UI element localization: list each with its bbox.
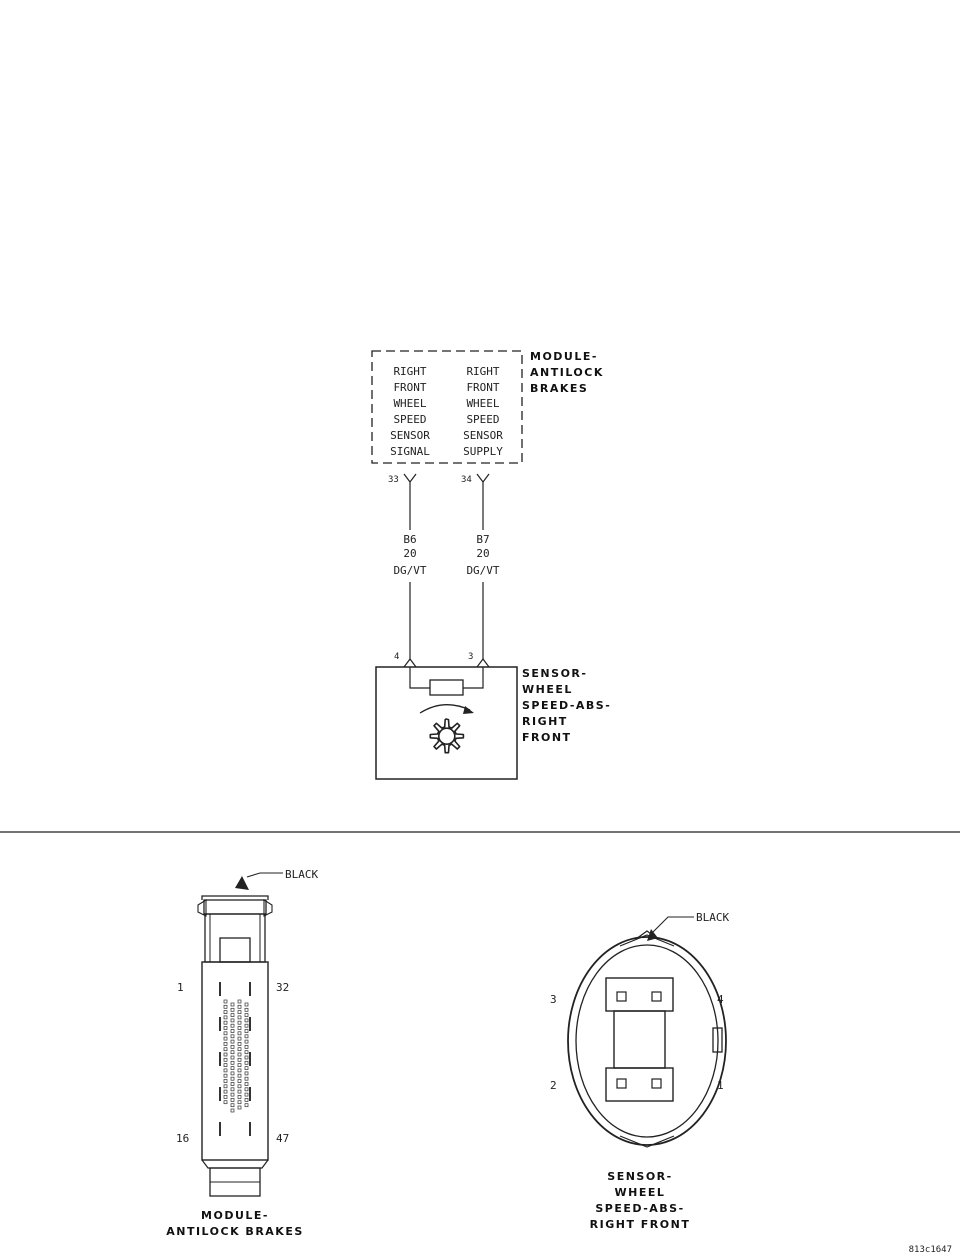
wire-b7-color: DG/VT — [466, 564, 500, 577]
connector-cavity — [224, 1016, 227, 1019]
sensor-pin-3-label: 3 — [468, 652, 474, 662]
connector-cavity — [231, 1014, 234, 1017]
connector-slot — [219, 1052, 221, 1066]
connector-cavity — [238, 1037, 241, 1040]
connector-cavity — [224, 1027, 227, 1030]
wire-b6-circuit: B6 — [403, 533, 417, 546]
sensor-title — [522, 667, 611, 744]
sensor-connector-title — [590, 1170, 691, 1231]
connector-cavity — [245, 1040, 248, 1043]
sensor-cavity-3 — [617, 992, 626, 1001]
connector-cavity — [224, 1095, 227, 1098]
sensor-title-5: FRONT — [522, 731, 572, 744]
connector-cavity — [238, 1069, 241, 1072]
connector-cavity — [245, 1051, 248, 1054]
connector-cavity — [231, 1061, 234, 1064]
connector-cavity — [231, 1024, 234, 1027]
sensor-title-4: RIGHT — [522, 715, 568, 728]
supply-line-6: SUPPLY — [463, 445, 503, 458]
connector-cavity — [224, 1058, 227, 1061]
sensor-connector — [568, 931, 726, 1147]
connector-cavity — [224, 1101, 227, 1104]
connector-slot — [219, 1087, 221, 1101]
abs-connector — [198, 896, 272, 1196]
module-signal-label — [390, 365, 430, 458]
connector-cavity — [231, 1040, 234, 1043]
connector-cavity — [238, 1016, 241, 1019]
sensor-pin-4-label: 4 — [394, 652, 400, 662]
module-title-1: MODULE- — [530, 350, 598, 363]
connector-cavity — [231, 1077, 234, 1080]
connector-cavity — [231, 1030, 234, 1033]
module-supply-label — [463, 365, 503, 458]
connector-cavity — [231, 1056, 234, 1059]
connector-cavity — [245, 1083, 248, 1086]
abs-pin-32-label: 32 — [276, 981, 290, 994]
sensor-cavity-1 — [652, 1079, 661, 1088]
signal-line-6: SIGNAL — [390, 445, 430, 458]
connector-cavity — [224, 1064, 227, 1067]
connector-cavity — [238, 1000, 241, 1003]
connector-cavity — [224, 1085, 227, 1088]
connector-cavity — [245, 1072, 248, 1075]
wire-b7-label — [466, 533, 499, 577]
connector-cavity — [238, 1074, 241, 1077]
gear-icon — [430, 719, 463, 753]
connector-cavity — [245, 1093, 248, 1096]
connector-cavity — [238, 1090, 241, 1093]
abs-pin-1-label: 1 — [177, 981, 184, 994]
sensor-pin-1-side-label: 1 — [717, 1079, 724, 1092]
connector-cavity — [224, 1048, 227, 1051]
connector-cavity — [238, 1032, 241, 1035]
abs-connector-color: BLACK — [285, 868, 319, 881]
abs-connector-title-2: ANTILOCK BRAKES — [166, 1225, 304, 1238]
signal-line-3: WHEEL — [393, 397, 427, 410]
sensor-pin-2-side-label: 2 — [550, 1079, 557, 1092]
sensor-connector-title-1: SENSOR- — [607, 1170, 673, 1183]
sensor-connector-title-4: RIGHT FRONT — [589, 1218, 691, 1231]
connector-cavity — [245, 1019, 248, 1022]
supply-line-2: FRONT — [466, 381, 500, 394]
sensor-connector-title-3: SPEED-ABS- — [595, 1202, 685, 1215]
sensor-title-2: WHEEL — [522, 683, 573, 696]
supply-line-5: SENSOR — [463, 429, 503, 442]
connector-cavity — [238, 1080, 241, 1083]
wire-b7-gauge: 20 — [476, 547, 490, 560]
sensor-resistor — [430, 680, 463, 695]
connector-cavity — [224, 1042, 227, 1045]
sensor-connector-color: BLACK — [696, 911, 730, 924]
connector-slot — [249, 1087, 251, 1101]
abs-color-leader — [247, 873, 283, 877]
rotation-arrow — [420, 705, 470, 713]
supply-line-4: SPEED — [466, 413, 500, 426]
supply-line-3: WHEEL — [466, 397, 500, 410]
connector-slot — [219, 982, 221, 996]
pin-33-label: 33 — [388, 475, 399, 485]
connector-cavity — [245, 1056, 248, 1059]
connector-cavity — [224, 1005, 227, 1008]
connector-cavity — [231, 1104, 234, 1107]
connector-cavity — [224, 1021, 227, 1024]
connector-cavity — [245, 1008, 248, 1011]
connector-cavity — [231, 1109, 234, 1112]
pin-34-terminal — [477, 474, 489, 482]
signal-line-5: SENSOR — [390, 429, 430, 442]
abs-color-arrow — [235, 876, 249, 890]
pin-33-terminal — [404, 474, 416, 482]
connector-cavity — [238, 1106, 241, 1109]
connector-cavity — [224, 1069, 227, 1072]
sensor-cavity-4 — [652, 992, 661, 1001]
connector-cavity — [245, 1030, 248, 1033]
connector-cavity — [231, 1083, 234, 1086]
connector-cavity — [245, 1035, 248, 1038]
module-title-3: BRAKES — [530, 382, 589, 395]
connector-cavity — [231, 1008, 234, 1011]
wire-b6-label — [393, 533, 426, 577]
connector-cavity — [231, 1093, 234, 1096]
connector-cavity — [231, 1035, 234, 1038]
abs-pin-16-label: 16 — [176, 1132, 190, 1145]
connector-cavity — [238, 1101, 241, 1104]
module-title — [530, 350, 604, 395]
sensor-title-3: SPEED-ABS- — [522, 699, 612, 712]
connector-cavity — [224, 1011, 227, 1014]
connector-cavity — [224, 1080, 227, 1083]
connector-cavity — [238, 1095, 241, 1098]
abs-connector-title — [166, 1209, 304, 1238]
connector-cavity — [245, 1098, 248, 1101]
sensor-pin-4-terminal — [404, 659, 416, 667]
signal-line-1: RIGHT — [393, 365, 427, 378]
signal-line-2: FRONT — [393, 381, 427, 394]
connector-cavity — [238, 1027, 241, 1030]
connector-cavity — [245, 1067, 248, 1070]
supply-line-1: RIGHT — [466, 365, 500, 378]
abs-pin-47-label: 47 — [276, 1132, 290, 1145]
wire-b6-color: DG/VT — [393, 564, 427, 577]
signal-line-4: SPEED — [393, 413, 427, 426]
gear-hub — [439, 728, 455, 744]
connector-cavity — [231, 1045, 234, 1048]
connector-cavity — [224, 1037, 227, 1040]
connector-cavity — [245, 1088, 248, 1091]
connector-slot — [249, 1052, 251, 1066]
sensor-title-1: SENSOR- — [522, 667, 588, 680]
connector-cavity — [231, 1019, 234, 1022]
connector-cavity — [224, 1074, 227, 1077]
sensor-cavity-2 — [617, 1079, 626, 1088]
connector-cavity — [245, 1024, 248, 1027]
connector-cavity — [238, 1021, 241, 1024]
connector-cavity — [245, 1077, 248, 1080]
sensor-pin-3-terminal — [477, 659, 489, 667]
connector-cavity — [238, 1085, 241, 1088]
connector-cavity — [245, 1003, 248, 1006]
pin-34-label: 34 — [461, 475, 472, 485]
connector-cavity — [238, 1053, 241, 1056]
connector-cavity — [238, 1005, 241, 1008]
connector-slot — [219, 1122, 221, 1136]
connector-cavity — [231, 1051, 234, 1054]
wire-b7-circuit: B7 — [476, 533, 490, 546]
connector-cavity — [245, 1045, 248, 1048]
connector-cavity — [231, 1088, 234, 1091]
connector-cavity — [224, 1000, 227, 1003]
sensor-connector-title-2: WHEEL — [614, 1186, 666, 1199]
connector-cavity — [231, 1067, 234, 1070]
connector-cavity — [238, 1042, 241, 1045]
connector-cavity — [245, 1104, 248, 1107]
sensor-pin-3-side-label: 3 — [550, 993, 557, 1006]
module-title-2: ANTILOCK — [530, 366, 604, 379]
connector-cavity — [231, 1098, 234, 1101]
sensor-pin-4-side-label: 4 — [717, 993, 724, 1006]
sensor-box — [376, 667, 517, 779]
connector-slot — [249, 982, 251, 996]
connector-cavity — [238, 1048, 241, 1051]
connector-cavity — [224, 1090, 227, 1093]
abs-connector-title-1: MODULE- — [201, 1209, 269, 1222]
connector-cavity — [238, 1058, 241, 1061]
connector-cavity — [245, 1061, 248, 1064]
connector-slot — [249, 1122, 251, 1136]
connector-cavity — [245, 1014, 248, 1017]
sensor-internal-wire — [410, 667, 483, 688]
connector-slot — [249, 1017, 251, 1031]
wire-b6-gauge: 20 — [403, 547, 417, 560]
connector-cavity — [231, 1003, 234, 1006]
connector-cavity — [224, 1053, 227, 1056]
connector-cavity — [231, 1072, 234, 1075]
abs-connector-cavities — [224, 1000, 248, 1112]
sensor-color-leader — [650, 917, 694, 935]
connector-cavity — [238, 1064, 241, 1067]
connector-slot — [219, 1017, 221, 1031]
connector-cavity — [238, 1011, 241, 1014]
connector-cavity — [224, 1032, 227, 1035]
figure-id: 813c1647 — [908, 1245, 952, 1255]
